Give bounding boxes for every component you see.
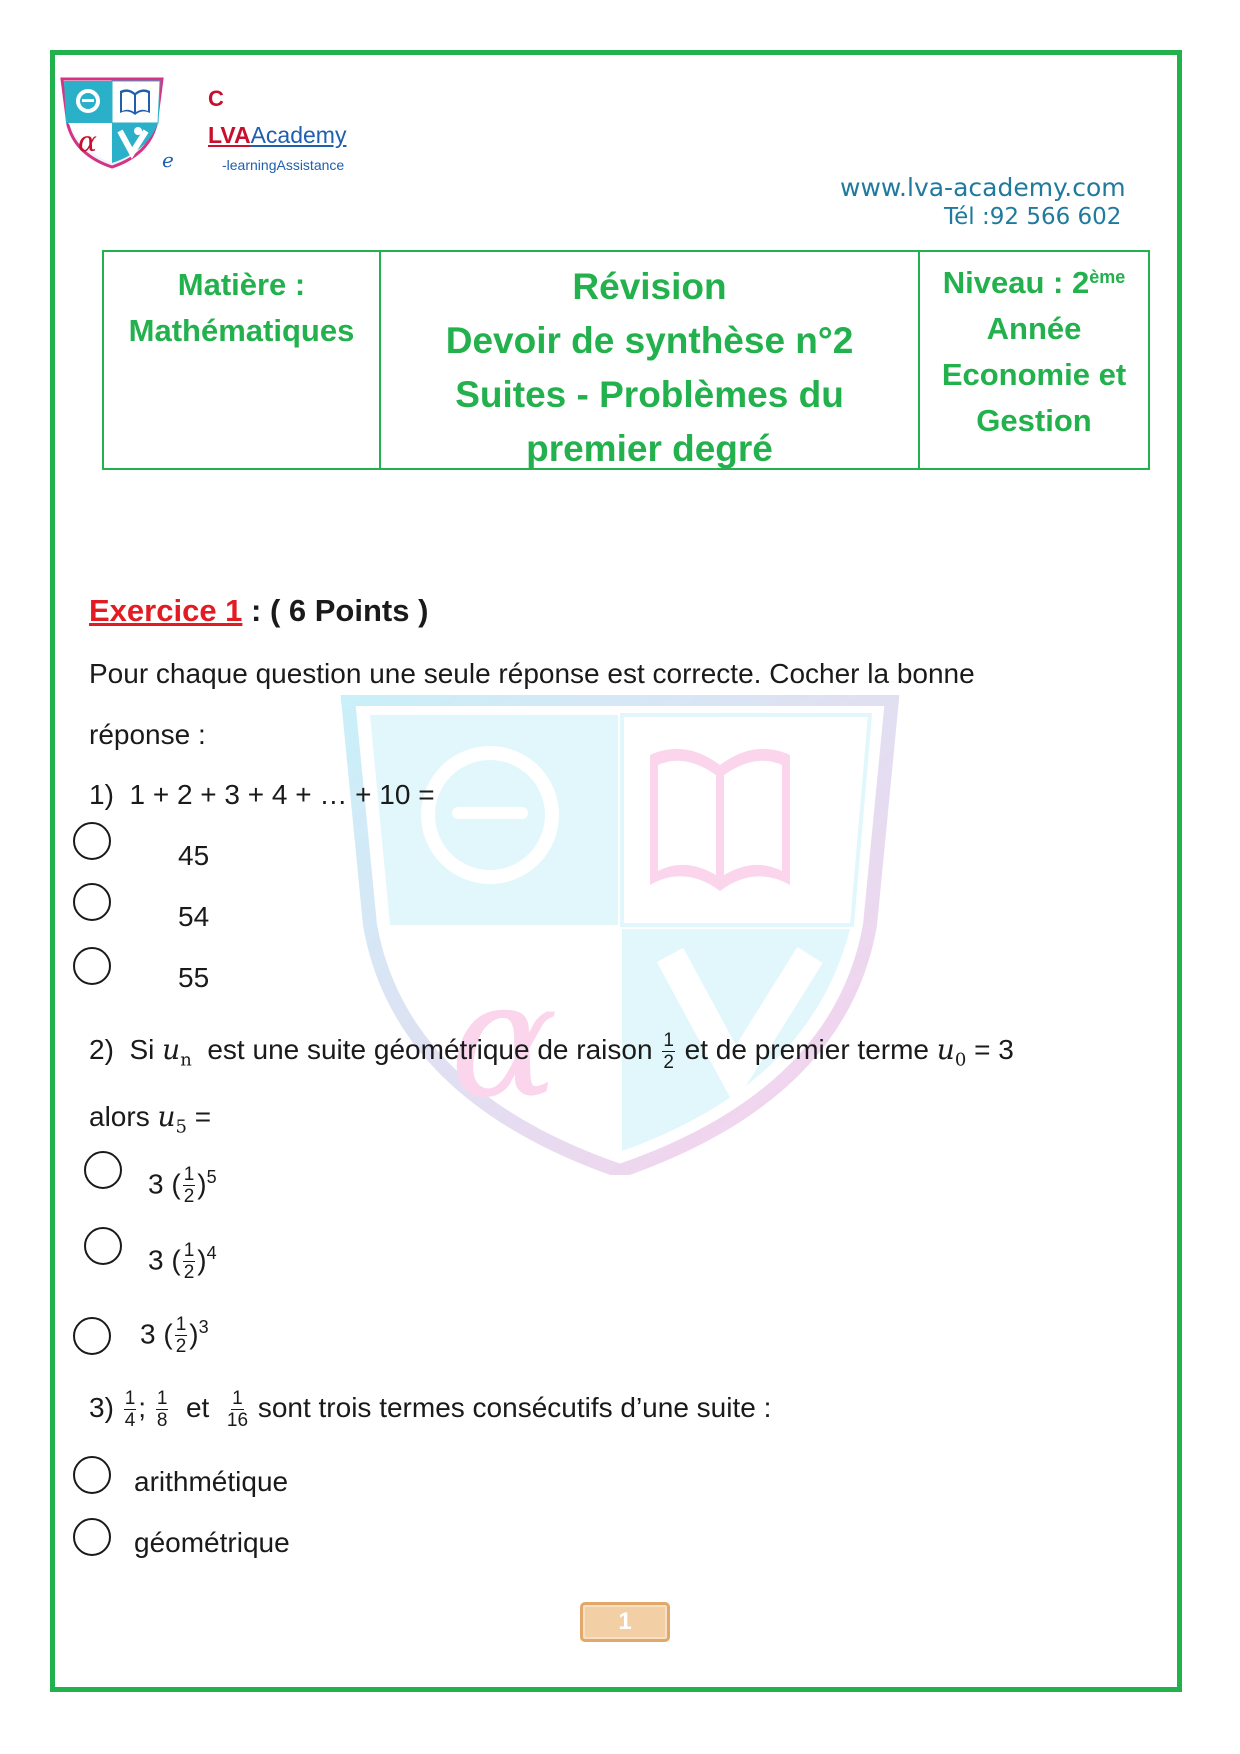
q1-option-1-radio[interactable] [73, 822, 111, 860]
title-line-4: premier degré [526, 428, 773, 469]
question-2-number: 2) [89, 1033, 114, 1065]
level-line-1 [943, 260, 1125, 306]
title-line-3: Suites - Problèmes du [455, 374, 844, 415]
question-2-si: Si [129, 1033, 155, 1065]
level-superscript: ème [1089, 267, 1126, 287]
q2-opt3-exponent: 3 [198, 1317, 209, 1337]
question-3 [89, 1388, 771, 1431]
exercise-1-heading [89, 593, 428, 629]
q2-opt3-num: 1 [175, 1314, 187, 1336]
q2-opt1-coef: 3 [148, 1168, 164, 1200]
q3-f3-num: 1 [232, 1388, 243, 1409]
question-1-number: 1) [89, 779, 114, 810]
q2-option-2-label: 3 ( $\frac{1}{2}$ )$^4$ [148, 1240, 217, 1284]
q3-option-1-label: arithmétique [134, 1466, 289, 1497]
q2-opt2-num: 1 [183, 1240, 195, 1262]
q2-option-2-radio[interactable] [84, 1227, 122, 1265]
q1-option-3-radio[interactable] [73, 947, 111, 985]
question-2-post-text: et de premier terme [684, 1033, 929, 1065]
ratio-denominator: 2 [663, 1052, 674, 1073]
q1-option-1-label: 45 [178, 840, 210, 871]
q3-option-2-label: géométrique [134, 1527, 290, 1558]
question-2-alors [89, 1100, 211, 1145]
subject-label: Matière : [177, 267, 306, 302]
u0-letter: u [936, 1032, 955, 1066]
q3-option-2-radio[interactable] [73, 1518, 111, 1556]
u5-letter: u [157, 1100, 176, 1133]
title-cell [381, 252, 920, 468]
alors-text: alors [89, 1101, 150, 1132]
q2-opt3-den: 2 [175, 1336, 187, 1358]
u-5-symbol [157, 1100, 187, 1138]
svg-text:α: α [78, 125, 97, 158]
lva-academy-logo [58, 77, 166, 169]
n-subscript: n [180, 1049, 192, 1071]
u0-value: = 3 [974, 1033, 1014, 1065]
q1-option-2-radio[interactable] [73, 883, 111, 921]
q2-option-1-label: 3 ( $\frac{1}{2}$ )$^5$ [148, 1164, 217, 1208]
q3-f1-num: 1 [124, 1388, 136, 1409]
website-url[interactable]: www.lva-academy.com [840, 173, 1126, 202]
q3-f2-den: 8 [156, 1410, 168, 1431]
q2-opt2-fraction [183, 1240, 196, 1283]
q2-opt2-coef: 3 [148, 1244, 164, 1276]
lva-watermark-icon [340, 695, 900, 1175]
level-line-2: Année [986, 311, 1082, 346]
q2-opt3-coef: 3 [140, 1318, 156, 1350]
level-cell [920, 252, 1148, 468]
q3-f3-den: 16 [226, 1410, 249, 1431]
brand-letter-c: C [208, 86, 224, 111]
brand-academy: Academy [250, 122, 347, 148]
question-2 [89, 1030, 1014, 1077]
q1-option-2-label: 54 [178, 901, 210, 932]
svg-text:α: α [450, 946, 559, 1133]
ratio-numerator: 1 [663, 1030, 674, 1051]
u-letter: u [162, 1032, 181, 1066]
q2-opt3-fraction [175, 1314, 188, 1357]
five-subscript: 5 [175, 1116, 187, 1138]
q3-fraction-1 [124, 1388, 137, 1431]
question-3-text: sont trois termes consécutifs d’une suite : [257, 1391, 772, 1423]
q3-fraction-2 [156, 1388, 169, 1431]
q2-opt2-den: 2 [183, 1262, 195, 1284]
title-line-2: Devoir de synthèse n°2 [445, 320, 854, 361]
q3-f1-den: 4 [124, 1410, 136, 1431]
level-line-4: Gestion [976, 403, 1092, 438]
q2-opt1-exponent: 5 [206, 1167, 217, 1187]
q2-option-3-radio[interactable] [73, 1317, 111, 1355]
header-table [102, 250, 1150, 470]
question-2-mid-text: est une suite géométrique de raison [207, 1033, 653, 1065]
q1-option-3-label: 55 [178, 962, 210, 993]
q3-et: et [185, 1391, 210, 1423]
subject-value: Mathématiques [128, 313, 355, 348]
q2-opt1-num: 1 [183, 1164, 195, 1186]
instruction-line-2: réponse : [89, 719, 206, 750]
brand-letter-e: e [162, 148, 174, 172]
question-3-number: 3) [89, 1391, 114, 1423]
subject-cell [104, 252, 381, 468]
question-1-text: 1 + 2 + 3 + 4 + … + 10 = [129, 779, 435, 810]
q2-opt1-den: 2 [183, 1186, 195, 1208]
ratio-fraction [662, 1030, 675, 1073]
q3-option-1-radio[interactable] [73, 1456, 111, 1494]
exercise-1-points: : ( 6 Points ) [242, 593, 429, 628]
zero-subscript: 0 [954, 1049, 967, 1071]
q3-f2-num: 1 [156, 1388, 168, 1409]
brand-name [208, 122, 346, 149]
question-1 [89, 778, 435, 812]
brand-tagline: -learningAssistance [222, 157, 345, 173]
q3-fraction-3 [227, 1388, 248, 1431]
page-number-badge: 1 [580, 1602, 670, 1642]
level-line-3: Economie et [941, 357, 1127, 392]
instruction-line-1: Pour chaque question une seule réponse est correcte. Cocher la bonne [89, 658, 975, 689]
u-n-symbol [162, 1032, 192, 1071]
q2-option-1-radio[interactable] [84, 1151, 122, 1189]
q2-option-3-label: 3 ( $\frac{1}{2}$ )$^3$ [140, 1314, 209, 1358]
q3-separator: ; [138, 1391, 147, 1423]
q2-opt2-exponent: 4 [206, 1243, 217, 1263]
level-label: Niveau : 2 [942, 265, 1090, 300]
q2-opt1-fraction [183, 1164, 196, 1207]
brand-lva: LVA [208, 122, 251, 148]
title-line-1: Révision [572, 266, 727, 307]
exercise-1-label: Exercice 1 [89, 593, 243, 628]
phone-number: Tél :92 566 602 [944, 204, 1122, 230]
equals-sign: = [194, 1101, 212, 1132]
u-0-symbol [936, 1032, 967, 1071]
